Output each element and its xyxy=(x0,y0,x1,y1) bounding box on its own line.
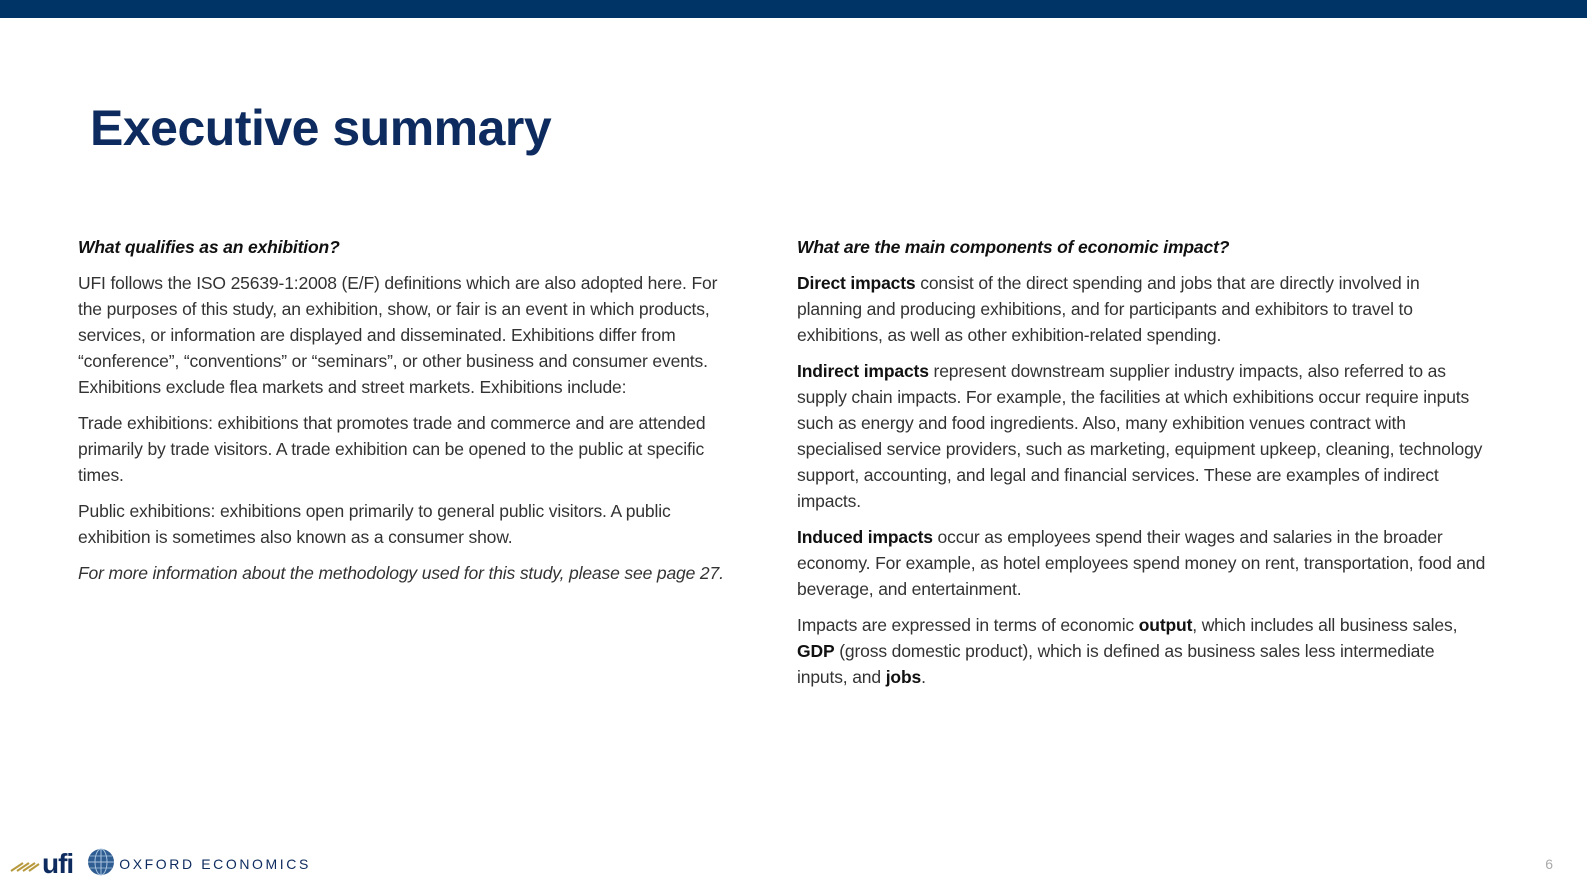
globe-icon xyxy=(87,848,115,881)
methodology-note: For more information about the methodology used for this study, please see page 27. xyxy=(78,563,724,583)
page-title: Executive summary xyxy=(90,100,552,156)
public-exhibitions-paragraph: Public exhibitions: exhibitions open primarily to general public visitors. A public exhibition is sometimes also known as a consumer show. xyxy=(78,501,671,547)
ufi-stripes-icon xyxy=(10,852,40,877)
indirect-impacts-text: represent downstream supplier industry impacts, also referred to as supply chain impacts. For example, the facilities at which exhibitions occur require inputs such as energy and food ingredients. Also, many exhibition venues contract with specialised service providers, such as marketing, equipment upkeep, cleaning, technology support, accounting, and legal and financial services. These are examples of indirect impacts. xyxy=(797,361,1483,511)
footer xyxy=(10,846,311,882)
oxford-economics-text: OXFORD ECONOMICS xyxy=(119,856,311,872)
jobs-term: jobs xyxy=(885,667,922,687)
measures-end: . xyxy=(921,667,926,687)
trade-exhibitions-paragraph: Trade exhibitions: exhibitions that promotes trade and commerce and are attended primarily by trade visitors. A trade exhibition can be opened to the public at specific times. xyxy=(78,413,706,485)
induced-impacts-text: occur as employees spend their wages and salaries in the broader economy. For example, as hotel employees spend money on rent, transportation, food and beverage, and entertainment. xyxy=(797,527,1486,599)
induced-impacts-term: Induced impacts xyxy=(797,527,933,547)
gdp-text: (gross domestic product), which is defined as business sales less intermediate inputs, and xyxy=(797,641,1435,687)
page-number: 6 xyxy=(1545,856,1553,872)
induced-impacts-paragraph xyxy=(797,524,1487,602)
measures-intro: Impacts are expressed in terms of economic xyxy=(797,615,1139,635)
right-question-heading: What are the main components of economic impact? xyxy=(797,237,1230,257)
gdp-term: GDP xyxy=(797,641,835,661)
oxford-economics-logo xyxy=(87,848,311,881)
ufi-logo xyxy=(10,850,73,878)
iso-definition-paragraph: UFI follows the ISO 25639-1:2008 (E/F) definitions which are also adopted here. For the purposes of this study, an exhibition, show, or fair is an event in which products, services, or information are displayed and disseminated. Exhibitions differ from “conference”, “conventions” or “seminars”, or other business and consumer events. Exhibitions exclude flea markets and street markets. Exhibitions include: xyxy=(78,273,718,397)
top-bar xyxy=(0,0,1587,18)
indirect-impacts-term: Indirect impacts xyxy=(797,361,929,381)
direct-impacts-term: Direct impacts xyxy=(797,273,916,293)
output-text: , which includes all business sales, xyxy=(1192,615,1458,635)
left-question-heading: What qualifies as an exhibition? xyxy=(78,237,340,257)
impact-measures-paragraph xyxy=(797,612,1487,690)
direct-impacts-text: consist of the direct spending and jobs that are directly involved in planning and producing exhibitions, and for participants and exhibitors to travel to exhibitions, as well as other exhibition-related spending. xyxy=(797,273,1420,345)
ufi-logo-text: ufi xyxy=(42,848,74,879)
left-column xyxy=(78,234,728,596)
right-column xyxy=(797,234,1487,700)
indirect-impacts-paragraph xyxy=(797,358,1487,514)
direct-impacts-paragraph xyxy=(797,270,1487,348)
output-term: output xyxy=(1138,615,1193,635)
